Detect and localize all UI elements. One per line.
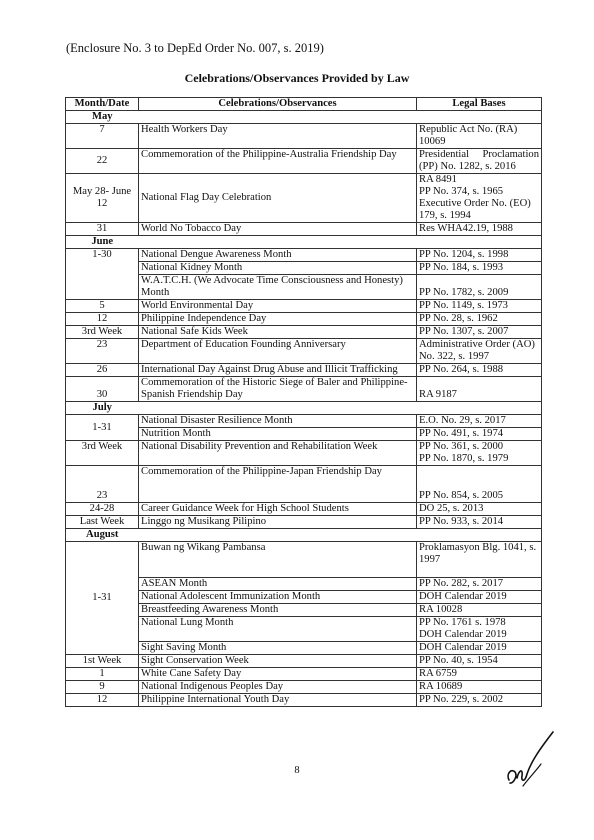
month-header-row [66,529,542,542]
celebration-cell: National Indigenous Peoples Day [139,681,417,694]
table-row [66,339,542,364]
celebration-cell: Health Workers Day [139,124,417,149]
legal-basis-cell: PP No. 184, s. 1993 [417,262,542,275]
legal-basis-cell: PP No. 1782, s. 2009 [417,275,542,300]
legal-basis-cell: PP No. 491, s. 1974 [417,428,542,441]
celebration-cell: Sight Saving Month [139,642,417,655]
celebration-cell: Department of Education Founding Anniversary [139,339,417,364]
date-cell: 1-31 [66,415,139,441]
celebration-cell: White Cane Safety Day [139,668,417,681]
celebration-cell: International Day Against Drug Abuse and Illicit Trafficking [139,364,417,377]
date-cell: 31 [66,223,139,236]
celebration-cell: ASEAN Month [139,578,417,591]
legal-basis-cell: RA 10028 [417,604,542,617]
legal-basis-cell: RA 9187 [417,377,542,402]
celebration-cell: W.A.T.C.H. (We Advocate Time Consciousness and Honesty) Month [139,275,417,300]
table-row [66,149,542,174]
celebration-cell: National Disaster Resilience Month [139,415,417,428]
legal-basis-cell: Proklamasyon Blg. 1041, s. 1997 [417,542,542,578]
column-header-month-date: Month/Date [66,98,139,111]
date-cell: 5 [66,300,139,313]
celebration-cell: World No Tobacco Day [139,223,417,236]
legal-basis-cell: PP No. 28, s. 1962 [417,313,542,326]
table-row [66,249,542,262]
date-cell: 3rd Week [66,326,139,339]
celebration-cell: World Environmental Day [139,300,417,313]
legal-basis-cell: PP No. 1149, s. 1973 [417,300,542,313]
legal-basis-cell: PP No. 229, s. 2002 [417,694,542,707]
table-row [66,516,542,529]
legal-basis-line: PP No. 361, s. 2000 [419,441,504,452]
month-label-august: August [66,529,139,542]
legal-basis-line: RA 8491 [419,174,457,185]
date-cell: 12 [66,694,139,707]
table-row [66,223,542,236]
legal-basis-cell: RA 6759 [417,668,542,681]
table-row [66,441,542,466]
legal-basis-cell: Administrative Order (AO) No. 322, s. 1997 [417,339,542,364]
month-label-may: May [66,111,139,124]
month-header-spacer [139,111,542,124]
legal-basis-line: PP No. 1761 s. 1978 [419,617,506,628]
month-header-spacer [139,529,542,542]
table-row [66,174,542,223]
table-row [66,542,542,578]
legal-basis-line: DOH Calendar 2019 [419,629,507,640]
legal-basis-line: Executive Order No. (EO) 179, s. 1994 [419,198,531,221]
celebration-cell: Commemoration of the Historic Siege of Baler and Philippine-Spanish Friendship Day [139,377,417,402]
observances-table [65,97,542,707]
date-cell: 22 [66,149,139,174]
date-cell: May 28- June 12 [66,174,139,223]
celebration-cell: National Lung Month [139,617,417,642]
date-cell: 1st Week [66,655,139,668]
legal-basis-cell: PP No. 1307, s. 2007 [417,326,542,339]
table-row [66,466,542,503]
date-cell: 9 [66,681,139,694]
legal-basis-cell: DOH Calendar 2019 [417,642,542,655]
legal-basis-line: PP No. 1870, s. 1979 [419,453,509,464]
celebration-cell: National Dengue Awareness Month [139,249,417,262]
table-row [66,681,542,694]
table-row [66,326,542,339]
celebration-cell: Buwan ng Wikang Pambansa [139,542,417,578]
legal-basis-cell: DO 25, s. 2013 [417,503,542,516]
celebration-cell: Nutrition Month [139,428,417,441]
table-row [66,415,542,428]
document-title: Celebrations/Observances Provided by Law [184,71,410,85]
date-cell: 12 [66,313,139,326]
celebration-cell: Linggo ng Musikang Pilipino [139,516,417,529]
enclosure-reference: (Enclosure No. 3 to DepEd Order No. 007, s. 2019) [66,41,324,55]
table-row [66,124,542,149]
table-row [66,313,542,326]
legal-basis-cell: PP No. 933, s. 2014 [417,516,542,529]
celebration-cell: Commemoration of the Philippine-Australia Friendship Day [139,149,417,174]
legal-basis-cell: PP No. 1204, s. 1998 [417,249,542,262]
date-cell: 30 [66,377,139,402]
celebration-cell: Commemoration of the Philippine-Japan Friendship Day [139,466,417,503]
date-cell: 24-28 [66,503,139,516]
table-row [66,364,542,377]
legal-basis-cell [417,441,542,466]
date-cell: 1 [66,668,139,681]
table-row [66,655,542,668]
legal-basis-cell: Res WHA42.19, 1988 [417,223,542,236]
celebration-cell: National Flag Day Celebration [139,174,417,223]
celebration-cell: National Safe Kids Week [139,326,417,339]
legal-basis-cell: PP No. 264, s. 1988 [417,364,542,377]
month-header-spacer [139,402,542,415]
page-number: 8 [294,765,300,776]
table-row [66,668,542,681]
celebration-cell: National Adolescent Immunization Month [139,591,417,604]
legal-basis-cell: E.O. No. 29, s. 2017 [417,415,542,428]
date-cell: 1-31 [66,542,139,655]
legal-basis-cell: DOH Calendar 2019 [417,591,542,604]
legal-basis-cell: PP No. 40, s. 1954 [417,655,542,668]
celebration-cell: Career Guidance Week for High School Students [139,503,417,516]
celebration-cell: National Kidney Month [139,262,417,275]
table-row [66,377,542,402]
date-cell: 26 [66,364,139,377]
handwritten-signature [505,728,557,788]
table-row [66,694,542,707]
legal-basis-cell: RA 10689 [417,681,542,694]
month-header-row [66,236,542,249]
legal-basis-cell: PP No. 282, s. 2017 [417,578,542,591]
celebration-cell: Sight Conservation Week [139,655,417,668]
legal-basis-cell: Republic Act No. (RA) 10069 [417,124,542,149]
legal-basis-cell: Presidential Proclamation (PP) No. 1282, s. 2016 [417,149,542,174]
column-header-celebrations: Celebrations/Observances [139,98,417,111]
date-cell: Last Week [66,516,139,529]
month-header-spacer [139,236,542,249]
date-cell: 1-30 [66,249,139,300]
table-row [66,300,542,313]
celebration-cell: Philippine Independence Day [139,313,417,326]
date-cell: 23 [66,339,139,364]
column-header-legal-bases: Legal Bases [417,98,542,111]
date-cell: 3rd Week [66,441,139,466]
celebration-cell: Breastfeeding Awareness Month [139,604,417,617]
legal-basis-cell [417,174,542,223]
month-label-july: July [66,402,139,415]
date-cell: 7 [66,124,139,149]
celebration-cell: National Disability Prevention and Rehabilitation Week [139,441,417,466]
table-header-row [66,98,542,111]
month-header-row [66,111,542,124]
month-label-june: June [66,236,139,249]
legal-basis-line: PP No. 374, s. 1965 [419,186,504,197]
legal-basis-cell [417,617,542,642]
date-cell: 23 [66,466,139,503]
celebration-cell: Philippine International Youth Day [139,694,417,707]
month-header-row [66,402,542,415]
legal-basis-cell: PP No. 854, s. 2005 [417,466,542,503]
table-row [66,503,542,516]
